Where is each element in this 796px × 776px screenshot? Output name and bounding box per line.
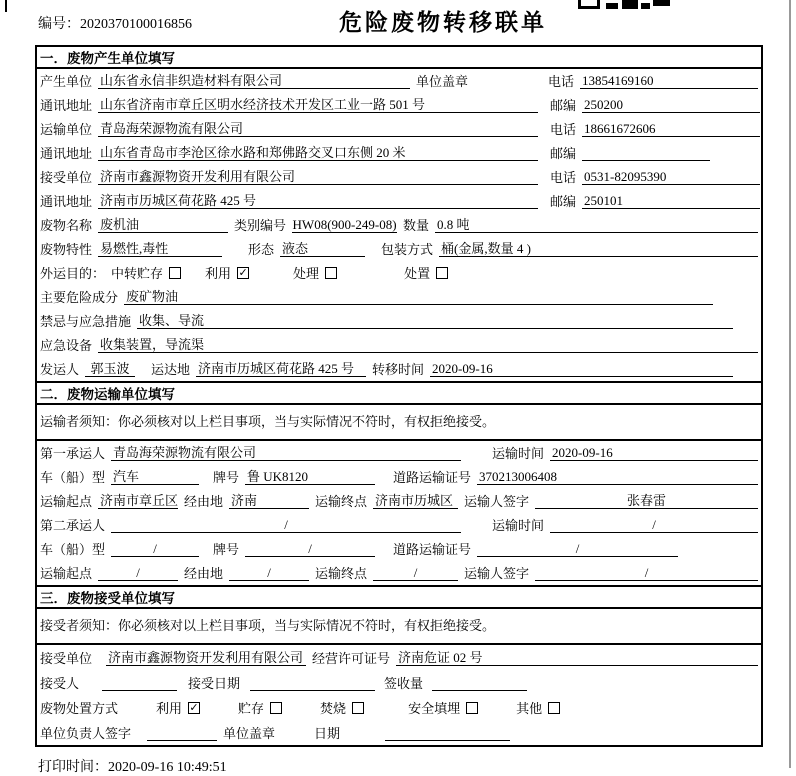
checkbox-icon xyxy=(169,267,181,279)
checkbox-group xyxy=(111,266,181,281)
field-label: 牌号 xyxy=(213,470,240,485)
field-value-underline xyxy=(102,674,177,691)
checkbox-label: 焚烧 xyxy=(320,701,347,716)
field-label: 接受人 xyxy=(40,676,80,691)
field-label: 日期 xyxy=(314,726,341,741)
serial-value: 2020370100016856 xyxy=(80,17,192,32)
field-value-underline xyxy=(250,674,375,691)
field-label: 数量 xyxy=(403,218,430,233)
field-label: 邮编 xyxy=(550,98,577,113)
checkbox-label: 中转贮存 xyxy=(111,266,164,281)
field-value-text: / xyxy=(308,541,312,556)
field-value-underline xyxy=(229,492,309,509)
form-section-2 xyxy=(37,381,761,585)
field-label: 运输起点 xyxy=(40,566,93,581)
checkbox-group xyxy=(293,266,337,281)
field-value-underline xyxy=(373,492,458,509)
field-value-text: 250101 xyxy=(584,193,624,208)
field-value-text: / xyxy=(413,565,418,580)
field-value-underline xyxy=(439,240,758,257)
section-notice: 接受者须知：你必须核对以上栏目事项，当与实际情况不符时，有权拒绝接受。 xyxy=(37,609,761,645)
form-row xyxy=(37,513,761,537)
field-value-underline xyxy=(98,216,228,233)
field-value-text: 郭玉波 xyxy=(90,361,130,376)
field-value-text: 张春雷 xyxy=(627,493,667,508)
field-value-underline xyxy=(432,674,527,691)
field-value-underline xyxy=(582,192,760,209)
field-label: 接受单位 xyxy=(40,170,93,185)
field-label: 运输单位 xyxy=(40,122,93,137)
field-value-underline xyxy=(111,444,461,461)
field-value-text: / xyxy=(284,517,288,532)
field-label: 运达地 xyxy=(151,362,191,377)
field-value-underline xyxy=(229,564,309,581)
section-title: 一．废物产生单位填写 xyxy=(37,47,761,69)
field-value-text: / xyxy=(136,565,140,580)
field-value-underline xyxy=(477,468,758,485)
form-row xyxy=(37,93,761,117)
field-label: 经由地 xyxy=(184,566,224,581)
field-value-text: 易燃性,毒性 xyxy=(100,241,169,256)
page-edge-line xyxy=(789,0,791,768)
document-title: 危险废物转移联单 xyxy=(339,10,547,35)
field-label: 道路运输证号 xyxy=(393,542,472,557)
form-row xyxy=(37,645,761,670)
checkbox-group xyxy=(516,701,560,716)
field-value-text: 废矿物油 xyxy=(126,289,179,304)
field-value-underline xyxy=(111,468,199,485)
form-section-1 xyxy=(37,47,761,381)
document-header xyxy=(0,0,796,45)
field-label: 车（船）型 xyxy=(40,542,106,557)
hazardous-waste-transfer-form xyxy=(35,45,763,747)
field-label: 应急设备 xyxy=(40,338,93,353)
field-label: 邮编 xyxy=(550,194,577,209)
field-value-underline xyxy=(430,360,733,377)
field-label: 废物名称 xyxy=(40,218,93,233)
field-value-text: 收集装置，导流渠 xyxy=(100,337,205,352)
section-title: 二．废物运输单位填写 xyxy=(37,383,761,405)
checkbox-group xyxy=(156,701,200,716)
form-row xyxy=(37,537,761,561)
field-label: 签收量 xyxy=(384,676,424,691)
form-row xyxy=(37,333,761,357)
field-value-underline xyxy=(550,444,758,461)
form-row xyxy=(37,670,761,695)
field-label: 包装方式 xyxy=(381,242,434,257)
field-value-underline xyxy=(535,492,758,509)
section-notice: 运输者须知：你必须核对以上栏目事项，当与实际情况不符时，有权拒绝接受。 xyxy=(37,405,761,441)
form-row xyxy=(37,117,761,141)
checkbox-icon xyxy=(548,702,560,714)
field-value-text: 济南 xyxy=(231,493,258,508)
field-value-text: 济南市章丘区 xyxy=(100,493,179,508)
field-value-underline xyxy=(550,516,758,533)
checkbox-group xyxy=(205,266,249,281)
form-row xyxy=(37,465,761,489)
checkbox-group xyxy=(408,701,478,716)
field-value-underline xyxy=(385,724,510,741)
qr-block xyxy=(653,0,670,6)
print-time-line xyxy=(38,756,796,776)
field-label: 类别编号 xyxy=(234,218,287,233)
field-label: 通讯地址 xyxy=(40,146,93,161)
field-value-text: 桶(金属,数量 4 ) xyxy=(441,241,531,256)
field-value-text: 0.8 吨 xyxy=(437,217,470,232)
field-value-text: HW08(900-249-08) xyxy=(292,217,397,232)
field-value-text: 液态 xyxy=(282,241,309,256)
field-label: 产生单位 xyxy=(40,74,93,89)
form-row xyxy=(37,285,761,309)
field-label: 单位负责人签字 xyxy=(40,726,132,741)
field-value-text: 山东省青岛市李沧区徐水路和郑佛路交叉口东侧 20 米 xyxy=(100,145,406,160)
field-label: 车（船）型 xyxy=(40,470,106,485)
checkbox-icon xyxy=(325,267,337,279)
checkbox-label: 贮存 xyxy=(238,701,265,716)
serial-label: 编号： xyxy=(38,17,80,32)
field-value-underline xyxy=(582,144,710,161)
field-value-underline xyxy=(98,120,538,137)
field-label: 牌号 xyxy=(213,542,240,557)
field-value-text: 13854169160 xyxy=(582,73,654,88)
field-label: 运输终点 xyxy=(315,494,368,509)
form-row xyxy=(37,441,761,465)
field-value-underline xyxy=(245,540,375,557)
field-value-text: 济南市历城区荷花路 425 号 xyxy=(198,361,355,376)
checkbox-icon xyxy=(270,702,282,714)
checkbox-label: 安全填埋 xyxy=(408,701,461,716)
field-value-underline xyxy=(98,168,538,185)
field-label: 电话 xyxy=(550,170,577,185)
field-value-text: / xyxy=(267,565,271,580)
field-label: 道路运输证号 xyxy=(393,470,472,485)
form-row xyxy=(37,309,761,333)
field-label: 经由地 xyxy=(184,494,224,509)
field-value-underline xyxy=(85,360,135,377)
field-value-underline xyxy=(245,468,375,485)
field-value-text: 0531-82095390 xyxy=(584,169,667,184)
field-value-underline xyxy=(98,336,758,353)
qr-block xyxy=(641,3,650,9)
field-value-underline xyxy=(396,649,758,666)
field-value-text: 山东省永信非织造材料有限公司 xyxy=(100,73,283,88)
field-label: 单位盖章 xyxy=(416,74,469,89)
field-value-underline xyxy=(111,540,199,557)
field-value-text: 汽车 xyxy=(113,469,140,484)
field-label: 发运人 xyxy=(40,362,80,377)
print-time-value: 2020-09-16 10:49:51 xyxy=(108,760,227,775)
field-value-underline xyxy=(98,96,538,113)
field-value-text: 2020-09-16 xyxy=(552,445,613,460)
form-row xyxy=(37,165,761,189)
field-value-text: / xyxy=(652,517,656,532)
form-row xyxy=(37,189,761,213)
field-label: 废物处置方式 xyxy=(40,701,119,716)
field-value-underline xyxy=(98,72,410,89)
checkbox-icon xyxy=(436,267,448,279)
field-label: 第一承运人 xyxy=(40,446,106,461)
field-value-text: 250200 xyxy=(584,97,624,112)
checkbox-label: 处置 xyxy=(404,266,431,281)
checkbox-label: 其他 xyxy=(516,701,543,716)
field-label: 通讯地址 xyxy=(40,194,93,209)
field-value-text: 废机油 xyxy=(100,217,140,232)
checkbox-group xyxy=(320,701,364,716)
field-value-text: 济南市鑫源物资开发利用有限公司 xyxy=(108,650,304,665)
field-value-text: / xyxy=(153,541,157,556)
field-label: 运输人签字 xyxy=(464,566,530,581)
field-value-text: 济南危证 02 号 xyxy=(398,650,483,665)
field-value-underline xyxy=(580,72,758,89)
checkbox-label: 利用 xyxy=(156,701,183,716)
field-value-underline xyxy=(98,240,222,257)
checkbox-group xyxy=(238,701,282,716)
field-label: 转移时间 xyxy=(372,362,425,377)
qr-block xyxy=(622,0,638,9)
field-label: 邮编 xyxy=(550,146,577,161)
field-value-underline xyxy=(292,216,397,233)
field-value-text: 18661672606 xyxy=(584,121,656,136)
field-label: 废物特性 xyxy=(40,242,93,257)
field-value-text: 济南市历城区 xyxy=(375,493,454,508)
field-value-text: 青岛海荣源物流有限公司 xyxy=(113,445,257,460)
field-value-underline xyxy=(137,312,733,329)
form-row xyxy=(37,489,761,513)
field-label: 通讯地址 xyxy=(40,98,93,113)
field-value-text: / xyxy=(644,565,649,580)
field-value-underline xyxy=(280,240,365,257)
qr-code-fragment xyxy=(578,0,670,9)
field-label: 外运目的： xyxy=(40,266,106,281)
field-label: 运输人签字 xyxy=(464,494,530,509)
field-value-underline xyxy=(477,540,678,557)
field-value-underline xyxy=(373,564,458,581)
field-value-underline xyxy=(582,96,760,113)
field-value-underline xyxy=(147,724,217,741)
field-value-text: 济南市历城区荷花路 425 号 xyxy=(100,193,257,208)
checkbox-checked-icon: ✓ xyxy=(189,702,199,714)
field-label: 第二承运人 xyxy=(40,518,106,533)
checkbox-checked-icon: ✓ xyxy=(238,267,248,279)
field-label: 经营许可证号 xyxy=(312,651,391,666)
checkbox-icon xyxy=(352,702,364,714)
checkbox-group xyxy=(404,266,448,281)
field-label: 禁忌与应急措施 xyxy=(40,314,132,329)
field-label: 运输时间 xyxy=(492,446,545,461)
print-time-label: 打印时间： xyxy=(38,760,108,775)
field-label: 运输时间 xyxy=(492,518,545,533)
checkbox-label: 利用 xyxy=(205,266,232,281)
field-value-underline xyxy=(435,216,758,233)
checkbox-label: 处理 xyxy=(293,266,320,281)
field-value-underline xyxy=(98,564,178,581)
field-label: 运输终点 xyxy=(315,566,368,581)
field-value-text: 鲁 UK8120 xyxy=(247,469,309,484)
form-row xyxy=(37,213,761,237)
form-section-3 xyxy=(37,585,761,745)
field-value-underline xyxy=(196,360,366,377)
serial-number-line xyxy=(38,13,192,33)
field-value-text: 山东省济南市章丘区明水经济技术开发区工业一路 501 号 xyxy=(100,97,426,112)
field-value-underline xyxy=(106,649,306,666)
field-value-text: 青岛海荣源物流有限公司 xyxy=(100,121,244,136)
field-label: 主要危险成分 xyxy=(40,290,119,305)
field-value-underline xyxy=(98,144,538,161)
field-value-underline xyxy=(124,288,713,305)
checkbox-icon xyxy=(466,702,478,714)
field-value-underline xyxy=(582,168,760,185)
field-value-text: / xyxy=(575,541,580,556)
form-row xyxy=(37,695,761,720)
field-value-text: 2020-09-16 xyxy=(432,361,493,376)
form-row xyxy=(37,237,761,261)
form-row xyxy=(37,561,761,585)
field-value-underline xyxy=(98,192,538,209)
form-row xyxy=(37,357,761,381)
field-label: 单位盖章 xyxy=(223,726,276,741)
field-label: 接受单位 xyxy=(40,651,93,666)
field-value-text: 370213006408 xyxy=(479,469,558,484)
form-row xyxy=(37,720,761,745)
section-title: 三．废物接受单位填写 xyxy=(37,587,761,609)
field-value-underline xyxy=(582,120,760,137)
field-label: 形态 xyxy=(248,242,275,257)
field-label: 电话 xyxy=(550,122,577,137)
form-row xyxy=(37,141,761,165)
field-value-text: 济南市鑫源物资开发利用有限公司 xyxy=(100,169,296,184)
field-value-text: 收集、导流 xyxy=(139,313,205,328)
qr-block xyxy=(597,0,600,9)
qr-block xyxy=(606,3,618,9)
form-row xyxy=(37,69,761,93)
field-label: 接受日期 xyxy=(188,676,241,691)
field-value-underline xyxy=(98,492,178,509)
form-row xyxy=(37,261,761,285)
field-label: 运输起点 xyxy=(40,494,93,509)
field-value-underline xyxy=(535,564,758,581)
field-label: 电话 xyxy=(547,74,574,89)
field-value-underline xyxy=(111,516,461,533)
